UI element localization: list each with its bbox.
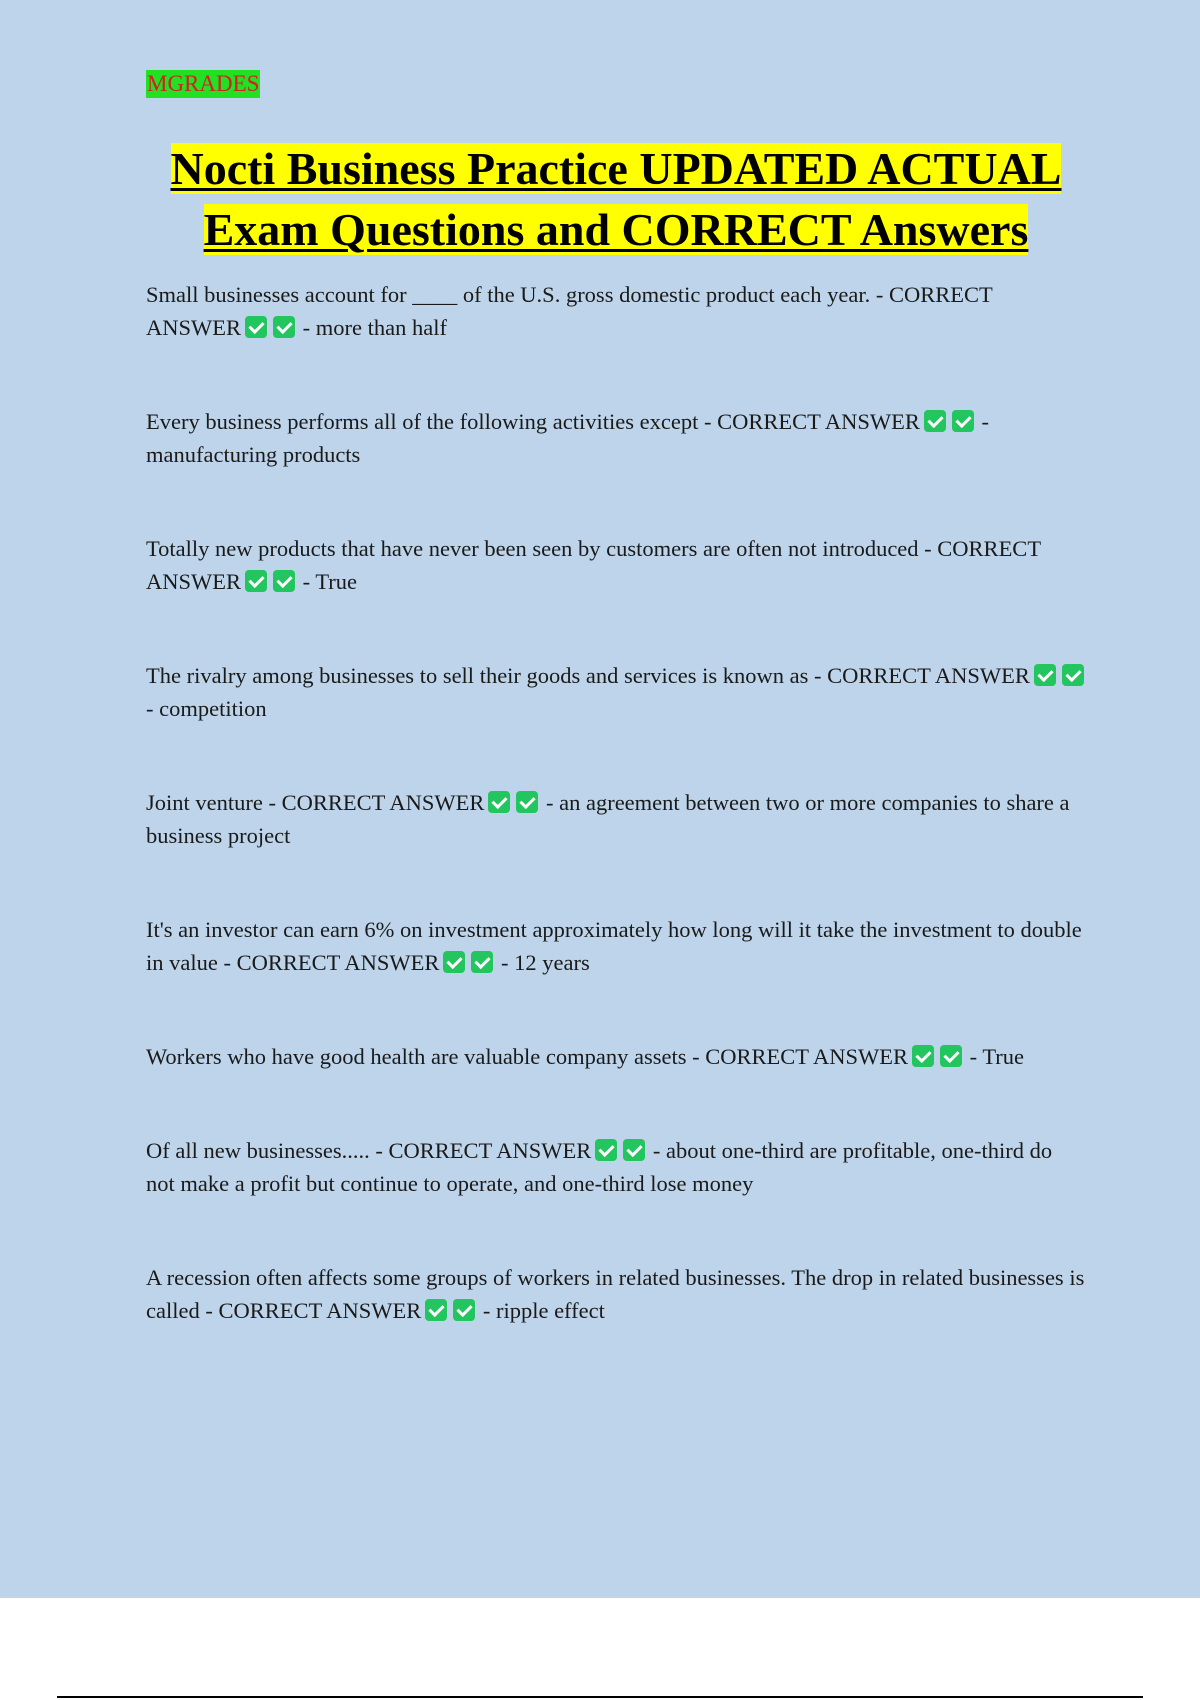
question-item: A recession often affects some groups of workers in related businesses. The drop in related businesses is called - CORRECT ANSWER - ripple effect (146, 1265, 1085, 1323)
page-content (146, 70, 1086, 1388)
question-item: The rivalry among businesses to sell their goods and services is known as - CORRECT ANSWER - competition (146, 659, 1086, 725)
question-item: Totally new products that have never been seen by customers are often not introduced - CORRECT ANSWER - True (146, 536, 1041, 594)
answer-text: ripple effect (495, 1298, 605, 1323)
question-text: Every business performs all of the following activities except (146, 409, 699, 434)
check-mark-icon (471, 951, 493, 973)
question-item: Joint venture - CORRECT ANSWER - an agreement between two or more companies to share a business project (146, 790, 1070, 848)
check-mark-icon (443, 951, 465, 973)
answer-text: manufacturing products (146, 442, 361, 467)
correct-answer-label: CORRECT ANSWER (281, 790, 485, 815)
answer-text: about one-third are profitable, one-third do not make a profit but continue to operate, and one-third lose money (146, 1138, 1053, 1196)
check-mark-icon (273, 570, 295, 592)
answer-text: an agreement between two or more companies to share a business project (146, 790, 1070, 848)
question-item: It's an investor can earn 6% on investment approximately how long will it take the investment to double in value - CORRECT ANSWER - 12 years (146, 917, 1082, 975)
correct-answer-label: CORRECT ANSWER (236, 950, 440, 975)
check-mark-icon (1062, 664, 1084, 686)
check-mark-icon (595, 1139, 617, 1161)
correct-answer-label: CORRECT ANSWER (717, 409, 920, 434)
answer-text: True (982, 1044, 1025, 1069)
check-mark-icon (453, 1299, 475, 1321)
question-text: Totally new products that have never been seen by customers are often not introduced (146, 536, 919, 561)
question-item: Every business performs all of the following activities except - CORRECT ANSWER - manufacturing products (146, 409, 989, 467)
question-text: Joint venture (146, 790, 263, 815)
footer-rule (57, 1696, 1143, 1698)
question-item: Workers who have good health are valuable company assets - CORRECT ANSWER - True (146, 1044, 1025, 1069)
answer-text: competition (159, 696, 267, 721)
correct-answer-label: CORRECT ANSWER (146, 282, 993, 340)
question-text: Workers who have good health are valuable company assets (146, 1044, 687, 1069)
check-mark-icon (488, 791, 510, 813)
correct-answer-label: CORRECT ANSWER (827, 663, 1030, 688)
question-text: It's an investor can earn 6% on investment approximately how long will it take the investment to double in value (146, 917, 1082, 975)
check-mark-icon (245, 570, 267, 592)
watermark: MGRADES (147, 71, 260, 96)
answer-text: True (315, 569, 358, 594)
question-list (146, 278, 1086, 1327)
correct-answer-label: CORRECT ANSWER (388, 1138, 592, 1163)
check-mark-icon (516, 791, 538, 813)
check-mark-icon (1034, 664, 1056, 686)
check-mark-icon (924, 410, 946, 432)
document-title (116, 138, 1116, 260)
correct-answer-label: CORRECT ANSWER (218, 1298, 422, 1323)
question-text: The rivalry among businesses to sell their goods and services is known as (146, 663, 809, 688)
check-mark-icon (273, 316, 295, 338)
correct-answer-label: CORRECT ANSWER (146, 536, 1041, 594)
question-item: Small businesses account for ____ of the U.S. gross domestic product each year. - CORRECT ANSWER - more than half (146, 282, 993, 340)
document-title-text: Nocti Business Practice UPDATED ACTUAL Exam Questions and CORRECT Answers (170, 143, 1062, 255)
question-text: Of all new businesses..... (146, 1138, 370, 1163)
check-mark-icon (912, 1045, 934, 1067)
check-mark-icon (245, 316, 267, 338)
question-item: Of all new businesses..... - CORRECT ANSWER - about one-third are profitable, one-third do not make a profit but continue to operate, and one-third lose money (146, 1138, 1053, 1196)
check-mark-icon (940, 1045, 962, 1067)
check-mark-icon (952, 410, 974, 432)
question-text: Small businesses account for ____ of the U.S. gross domestic product each year. (146, 282, 871, 307)
question-text: A recession often affects some groups of workers in related businesses. The drop in related businesses is called (146, 1265, 1085, 1323)
answer-text: 12 years (514, 950, 590, 975)
check-mark-icon (425, 1299, 447, 1321)
answer-text: more than half (315, 315, 447, 340)
check-mark-icon (623, 1139, 645, 1161)
correct-answer-label: CORRECT ANSWER (705, 1044, 909, 1069)
